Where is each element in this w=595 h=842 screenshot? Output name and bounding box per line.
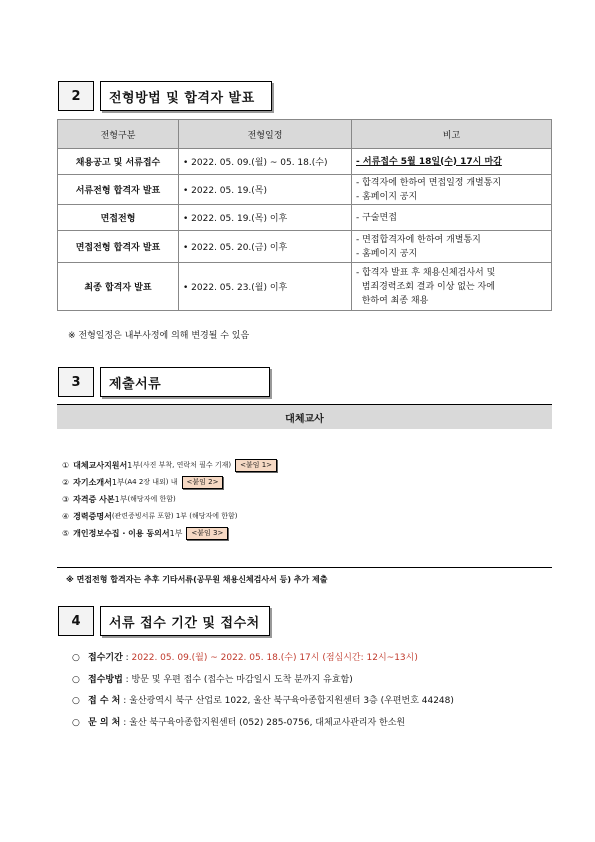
info-separator: : <box>120 717 130 728</box>
info-row <box>72 691 454 713</box>
note-line: - 서류접수 5월 18일(수) 17시 마감 <box>356 156 502 167</box>
table-row <box>58 149 552 175</box>
item-mark: ③ <box>62 495 70 504</box>
table-row <box>58 231 552 263</box>
note-line: 한하여 최종 채용 <box>356 295 429 306</box>
notes-cell <box>352 205 552 231</box>
list-item <box>62 491 277 508</box>
circle-bullet-icon: ○ <box>72 653 80 663</box>
column-header: 전형구분 <box>58 120 179 149</box>
table-header-row <box>58 120 552 149</box>
schedule-table <box>57 119 552 311</box>
attachment-tag: <붙임 1> <box>235 459 277 472</box>
section-4-header <box>58 606 270 636</box>
section-title: 제출서류 <box>100 367 270 397</box>
list-item <box>62 474 277 491</box>
section-title: 전형방법 및 합격자 발표 <box>100 81 272 111</box>
documents-note: ※ 면접전형 합격자는 추후 기타서류(공무원 채용신체검사서 등) 추가 제출 <box>66 575 328 584</box>
item-mark: ① <box>62 461 70 470</box>
info-separator: : <box>122 653 132 663</box>
item-name: 경력증명서 <box>73 512 112 521</box>
item-detail: (사진 부착, 연락처 필수 기재) <box>140 461 232 469</box>
date-cell: • 2022. 05. 09.(월) ~ 05. 18.(수) <box>179 149 352 175</box>
attachment-tag: <붙임 3> <box>186 527 228 540</box>
item-detail: (관련증빙서류 포함) 1부 (해당자에 한함) <box>111 512 238 520</box>
info-value: 울산 북구육아종합지원센터 (052) 285-0756, 대체교사관리자 한소원 <box>129 717 406 728</box>
list-item <box>62 525 277 542</box>
note-line: - 구술면접 <box>356 212 397 223</box>
list-item <box>62 508 277 525</box>
circle-bullet-icon: ○ <box>72 717 80 728</box>
date-cell: • 2022. 05. 23.(월) 이후 <box>179 263 352 311</box>
info-row <box>72 713 454 735</box>
column-header: 비고 <box>352 120 552 149</box>
stage-cell: 채용공고 및 서류접수 <box>58 149 179 175</box>
item-mark: ④ <box>62 512 70 521</box>
info-value: 방문 및 우편 접수 (접수는 마감일시 도착 분까지 유효함) <box>131 674 353 685</box>
section-number: 3 <box>58 367 94 397</box>
section-2-header <box>58 81 272 111</box>
date-cell: • 2022. 05. 20.(금) 이후 <box>179 231 352 263</box>
section-title: 서류 접수 기간 및 접수처 <box>100 606 270 636</box>
date-cell: • 2022. 05. 19.(목) 이후 <box>179 205 352 231</box>
section-number: 2 <box>58 81 94 111</box>
info-row <box>72 670 454 692</box>
section-3-header <box>58 367 270 397</box>
date-cell: • 2022. 05. 19.(목) <box>179 175 352 205</box>
stage-cell: 최종 합격자 발표 <box>58 263 179 311</box>
info-row <box>72 648 454 670</box>
divider <box>57 567 552 568</box>
stage-cell: 면접전형 <box>58 205 179 231</box>
item-name: 대체교사지원서 <box>73 461 128 470</box>
item-mark: ② <box>62 478 70 487</box>
column-header: 전형일정 <box>179 120 352 149</box>
item-name: 자격증 사본 <box>73 495 115 504</box>
item-name: 자기소개서 <box>73 478 112 487</box>
list-item <box>62 457 277 474</box>
item-qty: 1부 <box>111 478 125 487</box>
item-name: 개인정보수집 · 이용 동의서 <box>73 529 170 538</box>
table-row <box>58 175 552 205</box>
notes-cell <box>352 263 552 311</box>
info-separator: : <box>120 696 130 706</box>
info-separator: : <box>122 674 132 685</box>
note-line: - 홈페이지 공지 <box>356 191 418 202</box>
note-line: - 면접합격자에 한하여 개별통지 <box>356 234 481 245</box>
schedule-note: ※ 전형일정은 내부사정에 의해 변경될 수 있음 <box>68 331 250 341</box>
info-value: 울산광역시 북구 산업로 1022, 울산 북구육아종합지원센터 3층 (우편번호 44248) <box>129 696 454 706</box>
circle-bullet-icon: ○ <box>72 696 80 706</box>
reception-info <box>72 648 454 734</box>
note-line: - 홈페이지 공지 <box>356 248 418 259</box>
stage-cell: 면접전형 합격자 발표 <box>58 231 179 263</box>
documents-list <box>62 457 277 542</box>
notes-cell <box>352 231 552 263</box>
item-qty: 1부 <box>169 529 183 538</box>
circle-bullet-icon: ○ <box>72 674 80 685</box>
notes-cell <box>352 149 552 175</box>
note-line: 범죄경력조회 결과 이상 없는 자에 <box>356 281 495 292</box>
item-qty: 1부 <box>127 461 141 470</box>
info-label: 접수방법 <box>88 674 123 685</box>
item-detail: (A4 2장 내외) 내 <box>124 478 178 486</box>
item-mark: ⑤ <box>62 529 70 538</box>
note-line: - 합격자에 한하여 면접일정 개별통지 <box>356 177 502 188</box>
attachment-tag: <붙임 2> <box>182 476 224 489</box>
info-label: 문 의 처 <box>88 717 121 728</box>
item-detail: (해당자에 한함) <box>127 495 176 503</box>
table-row <box>58 205 552 231</box>
note-line: - 합격자 발표 후 채용신체검사서 및 <box>356 267 496 278</box>
documents-bar: 대체교사 <box>57 404 552 429</box>
notes-cell <box>352 175 552 205</box>
item-qty: 1부 <box>114 495 128 504</box>
info-value: 2022. 05. 09.(월) ~ 2022. 05. 18.(수) 17시 (점심시간: 12시~13시) <box>131 653 418 663</box>
stage-cell: 서류전형 합격자 발표 <box>58 175 179 205</box>
section-number: 4 <box>58 606 94 636</box>
info-label: 접수기간 <box>88 653 123 663</box>
info-label: 접 수 처 <box>88 696 121 706</box>
table-row <box>58 263 552 311</box>
